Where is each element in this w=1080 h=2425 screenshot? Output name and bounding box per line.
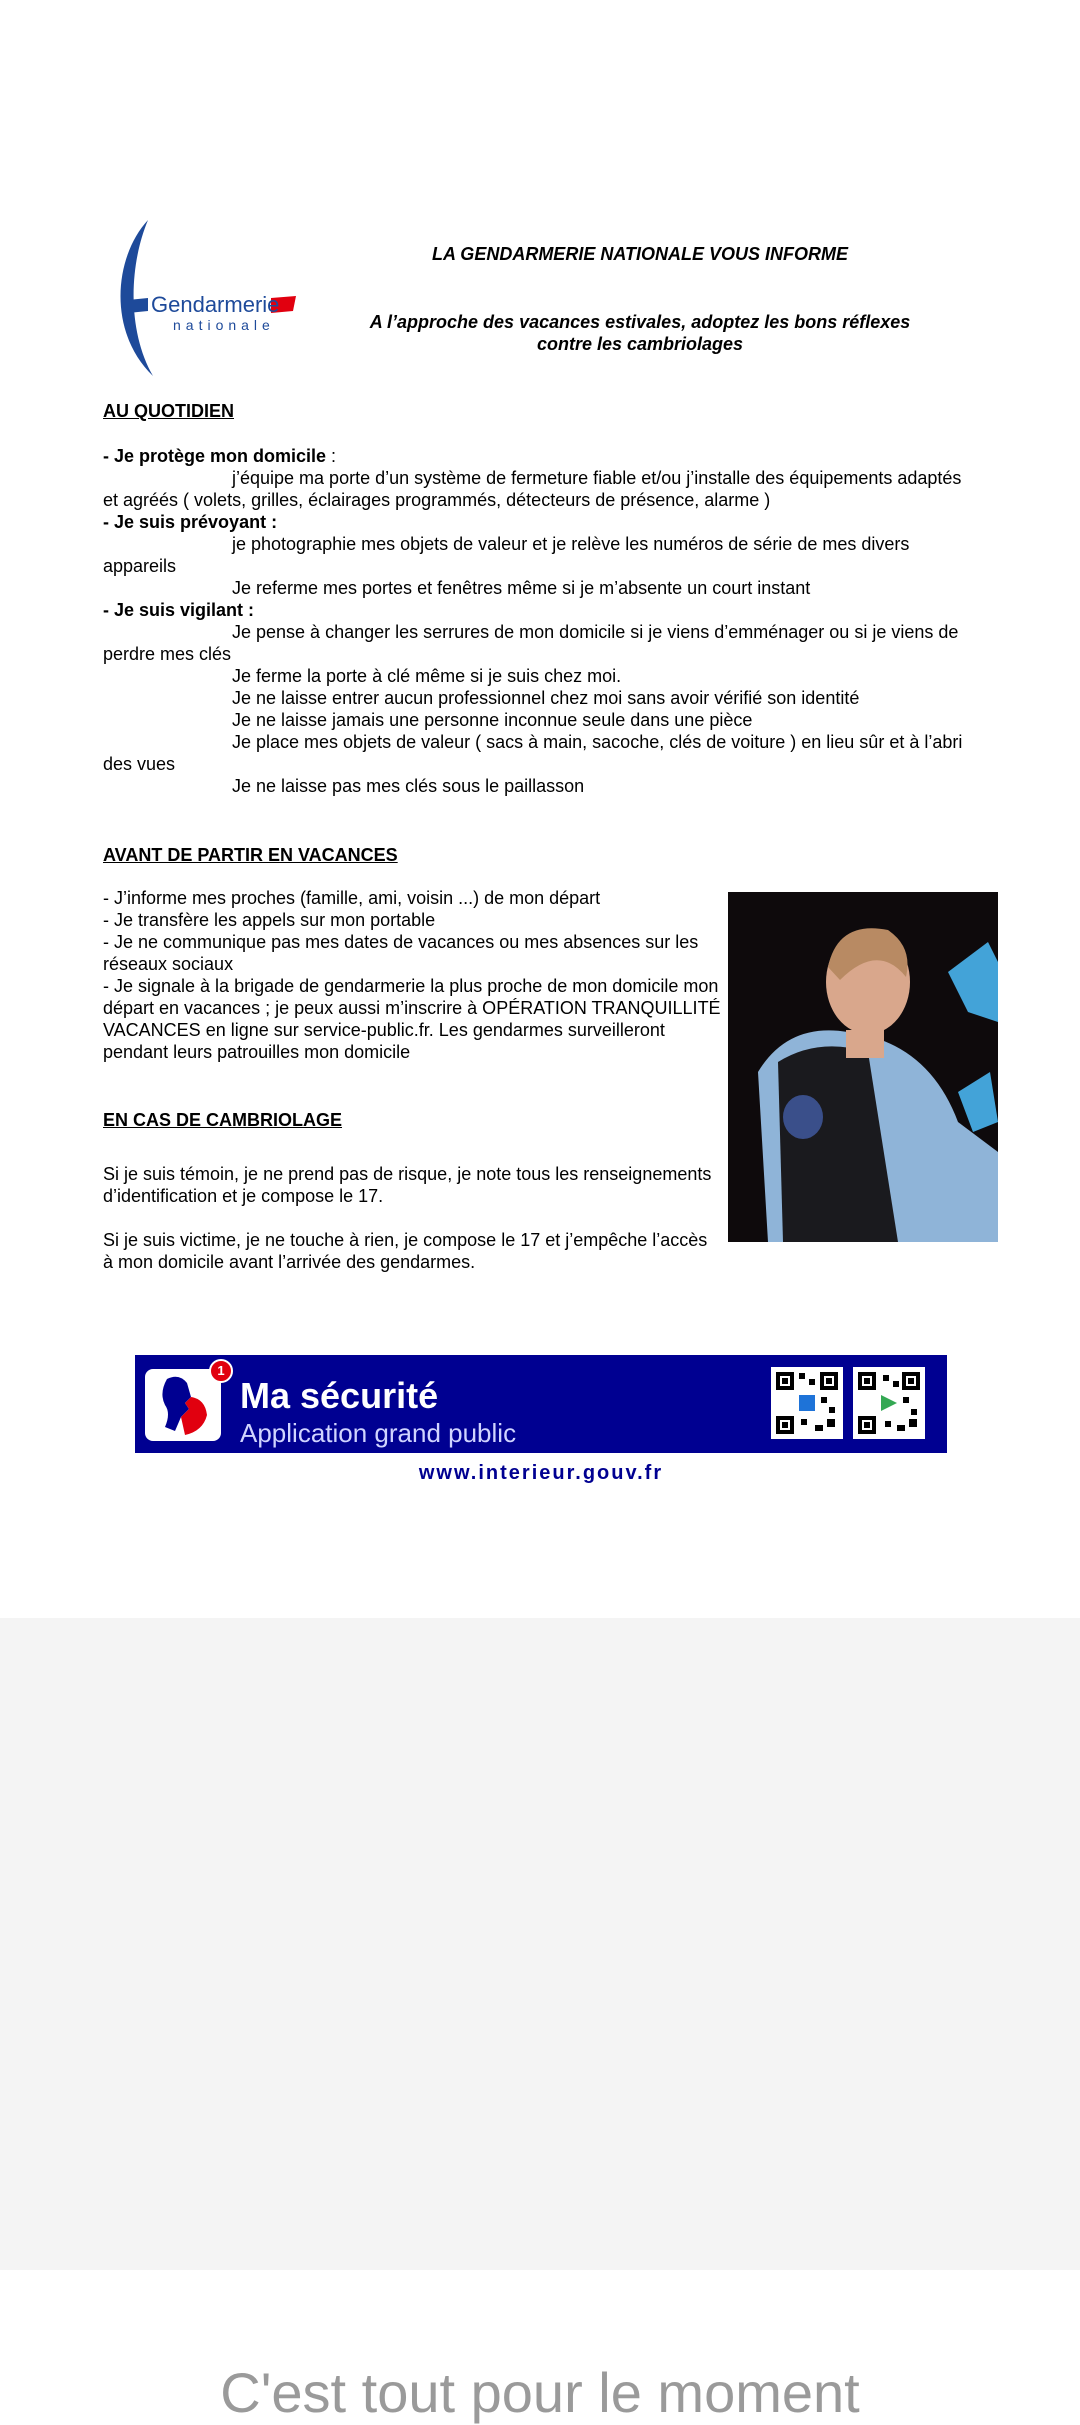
vigilant-item-2: Je ferme la porte à clé même si je suis chez moi. <box>232 666 622 686</box>
vacances-item-2: - Je transfère les appels sur mon portable <box>103 910 436 930</box>
quotidien-body <box>103 445 969 797</box>
vacances-item-1: - J’informe mes proches (famille, ami, voisin ...) de mon départ <box>103 888 601 908</box>
banner-title: Ma sécurité <box>240 1375 439 1416</box>
vigilant-label: - Je suis vigilant : <box>103 600 255 620</box>
page-subtitle: A l’approche des vacances estivales, adoptez les bons réflexes contre les cambriolages <box>369 312 911 354</box>
prevoyant-item-1: je photographie mes objets de valeur et je relève les numéros de série de mes divers appareils <box>103 534 910 576</box>
ma-securite-banner <box>135 1355 947 1453</box>
prevoyant-item-2: Je referme mes portes et fenêtres même si je m’absente un court instant <box>232 578 811 598</box>
cambriolage-paragraph-1: Si je suis témoin, je ne prend pas de risque, je note tous les renseignements d’identification et je compose le 17. <box>103 1164 712 1206</box>
section-heading-quotidien: AU QUOTIDIEN <box>103 401 235 421</box>
marianne-icon <box>145 1369 221 1441</box>
vacances-item-4: - Je signale à la brigade de gendarmerie la plus proche de mon domicile mon départ en vacances ; je peux aussi m’inscrire à OPÉRATION TRANQUILLITÉ VACANCES en ligne sur service-public.fr. Les gendarmes surveilleront pendant leurs patrouilles mon domicile <box>103 976 721 1062</box>
logo-text-line1: Gendarmerie <box>151 292 280 317</box>
vigilant-item-4: Je ne laisse jamais une personne inconnue seule dans une pièce <box>232 710 753 730</box>
end-of-content-message: C'est tout pour le moment <box>220 2361 860 2424</box>
protege-colon: : <box>326 446 337 466</box>
vigilant-item-3: Je ne laisse entrer aucun professionnel chez moi sans avoir vérifié son identité <box>232 688 860 708</box>
section-heading-cambriolage: EN CAS DE CAMBRIOLAGE <box>103 1110 343 1130</box>
vigilant-item-6: Je ne laisse pas mes clés sous le paillasson <box>232 776 585 796</box>
notification-badge: 1 <box>209 1359 233 1383</box>
vacances-list <box>103 887 723 1063</box>
cambriolage-paragraph-2: Si je suis victime, je ne touche à rien, je compose le 17 et j’empêche l’accès à mon domicile avant l’arrivée des gendarmes. <box>103 1230 708 1272</box>
prevoyant-label: - Je suis prévoyant : <box>103 512 278 532</box>
marianne-logo <box>145 1369 221 1441</box>
banner-subtitle: Application grand public <box>240 1418 517 1448</box>
logo-text-line2: nationale <box>173 317 275 333</box>
viewer-background <box>0 1618 1080 2270</box>
qr-code-icon[interactable] <box>853 1367 925 1439</box>
protege-item: j’équipe ma porte d’un système de fermeture fiable et/ou j’installe des équipements adaptés et agréés ( volets, grilles, éclairages programmés, détecteurs de présence, alarme ) <box>103 468 962 510</box>
section-heading-vacances: AVANT DE PARTIR EN VACANCES <box>103 845 398 865</box>
website-url[interactable]: www.interieur.gouv.fr <box>418 1462 664 1484</box>
page-title: LA GENDARMERIE NATIONALE VOUS INFORME <box>431 244 848 264</box>
cambriolage-text <box>103 1163 713 1295</box>
vacances-item-3: - Je ne communique pas mes dates de vacances ou mes absences sur les réseaux sociaux <box>103 932 699 974</box>
gendarme-photo <box>728 892 998 1242</box>
gendarmerie-logo <box>103 218 303 378</box>
vigilant-item-5: Je place mes objets de valeur ( sacs à main, sacoche, clés de voiture ) en lieu sûr et à l’abri des vues <box>103 732 963 774</box>
protege-label: - Je protège mon domicile <box>103 446 327 466</box>
vigilant-item-1: Je pense à changer les serrures de mon domicile si je viens d’emménager ou si je viens de perdre mes clés <box>103 622 959 664</box>
qr-code-icon[interactable] <box>771 1367 843 1439</box>
